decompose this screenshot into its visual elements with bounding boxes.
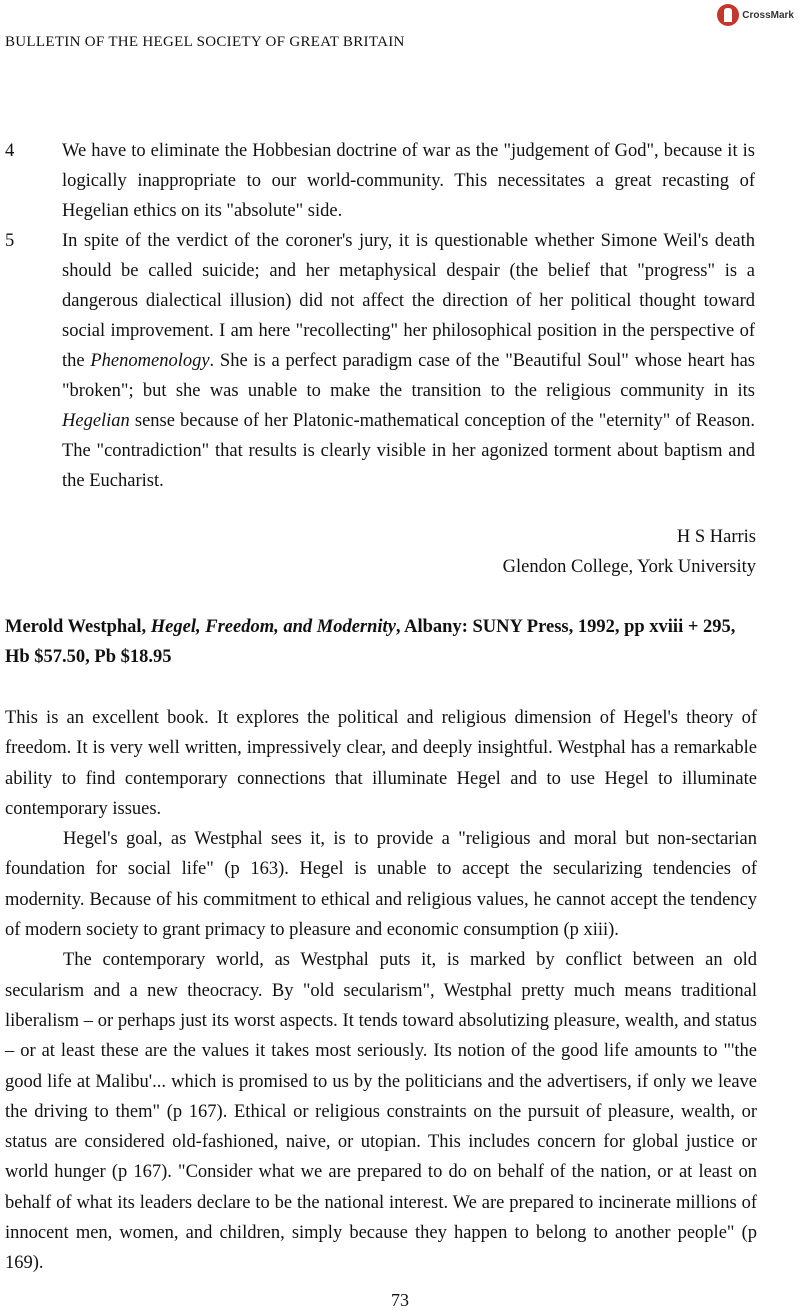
signature-name: H S Harris — [676, 527, 756, 547]
review-publication: , Albany: SUNY Press, 1992, pp xviii + 295, Hb $57.50, Pb $18.95 — [5, 617, 736, 667]
review-author: Merold Westphal, — [5, 617, 151, 637]
review-book-title: Hegel, Freedom, and Modernity — [150, 617, 396, 637]
endnote-number: 5 — [5, 231, 15, 251]
page-number: 73 — [391, 1290, 409, 1310]
crossmark-label: CrossMark — [742, 9, 794, 21]
review-heading — [5, 612, 757, 672]
endnotes — [5, 136, 755, 496]
endnote-text: We have to eliminate the Hobbesian doctrine of war as the "judgement of God", because it is logically inappropriate to our world-community. This necessitates a great recasting of Hegelian ethics on its "absolute" side. — [62, 141, 755, 221]
journal-header: BULLETIN OF THE HEGEL SOCIETY OF GREAT BRITAIN — [5, 34, 405, 50]
endnote-italic-hegelian: Hegelian — [62, 411, 130, 431]
endnote-text-part: In spite of the verdict of the coroner's jury, it is questionable whether Simone Weil's death should be called suicide; and her metaphysical despair (the belief that "progress" is a dangerous dialectical illusion) did not affect the direction of her political thought toward social improvement. I am here "recollecting" her philosophical position in the perspective of the — [62, 231, 755, 371]
review-paragraph: Hegel's goal, as Westphal sees it, is to provide a "religious and moral but non-sectarian foundation for social life" (p 163). Hegel is unable to accept the secularizing tendencies of modernity. Because of his commitment to ethical and religious values, he cannot accept the tendency of modern society to grant primacy to pleasure and economic consumption (p xiii). — [5, 829, 757, 941]
endnote-number: 4 — [5, 141, 15, 161]
review-paragraph: This is an excellent book. It explores the political and religious dimension of Hegel's theory of freedom. It is very well written, impressively clear, and deeply insightful. Westphal has a remarkable ability to find contemporary connections that illuminate Hegel and to use Hegel to illuminate contemporary issues. — [5, 708, 757, 819]
signature-affiliation: Glendon College, York University — [502, 557, 756, 577]
endnote-4 — [5, 136, 755, 226]
review-body — [5, 703, 757, 1279]
endnote-text — [62, 226, 755, 496]
crossmark-icon — [717, 4, 739, 26]
endnote-5 — [5, 226, 755, 496]
review-paragraph: The contemporary world, as Westphal puts it, is marked by conflict between an old secularism and a new theocracy. By "old secularism", Westphal pretty much means traditional liberalism – or perhaps just its worst aspects. It tends toward absolutizing pleasure, wealth, and status – or at least these are the values it takes most seriously. Its notion of the good life amounts to "'the good life at Malibu'... which is promised to us by the politicians and the advertisers, if only we leave the driving to them" (p 167). Ethical or religious constraints on the pursuit of pleasure, wealth, or status are considered old-fashioned, naive, or utopian. This includes concern for global justice or world hunger (p 167). "Consider what we are prepared to do on behalf of the nation, or at least on behalf of what its leaders declare to be the national interest. We are prepared to incinerate millions of innocent men, women, and children, simply because they happen to belong to another people" (p 169). — [5, 950, 757, 1274]
endnote-italic-phenomenology: Phenomenology — [90, 351, 210, 371]
crossmark-badge[interactable] — [717, 2, 794, 28]
endnote-text-part: . She is a perfect paradigm case of the "Beautiful Soul" whose heart has "broken"; but she was unable to make the transition to the religious community in its — [62, 351, 755, 401]
endnote-text-part: sense because of her Platonic-mathematical conception of the "eternity" of Reason. The "contradiction" that results is clearly visible in her agonized torment about baptism and the Eucharist. — [62, 411, 755, 491]
